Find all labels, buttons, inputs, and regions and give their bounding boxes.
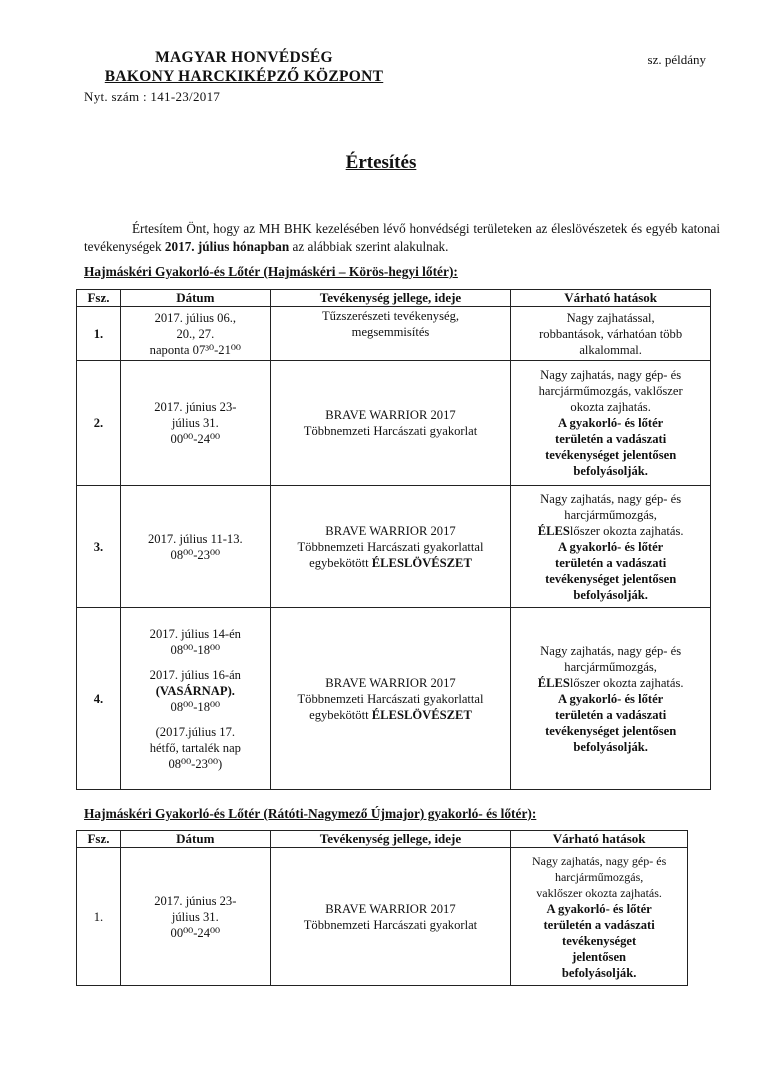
effect-line: Nagy zajhatással, bbox=[566, 310, 655, 325]
activity-line: BRAVE WARRIOR 2017 bbox=[325, 523, 456, 538]
col-header: Várható hatások bbox=[511, 290, 711, 307]
section2-table bbox=[76, 830, 688, 986]
date-line: hétfő, tartalék nap bbox=[149, 740, 241, 755]
effect-line-bold: befolyásolják. bbox=[561, 965, 637, 980]
date-line: (2017.július 17. bbox=[155, 724, 236, 739]
date-line: 2017. július 14-én bbox=[149, 626, 241, 641]
row-number: 1. bbox=[77, 848, 121, 986]
effect-line-bold: területén a vadászati bbox=[543, 917, 655, 932]
date-line: naponta 07³⁰-21⁰⁰ bbox=[149, 342, 241, 357]
effect-line-bold: területén a vadászati bbox=[555, 707, 667, 722]
col-header: Tevékenység jellege, ideje bbox=[270, 290, 511, 307]
copy-label: sz. példány bbox=[647, 52, 706, 67]
effect-line-bold: tevékenységet jelentősen bbox=[545, 448, 677, 462]
row-date bbox=[120, 307, 270, 361]
intro-paragraph bbox=[84, 220, 720, 256]
row-date bbox=[120, 848, 270, 986]
date-line: július 31. bbox=[171, 909, 219, 924]
activity-line: Többnemzeti Harcászati gyakorlattal bbox=[297, 691, 484, 706]
effect-line-bold: jelentősen bbox=[572, 949, 627, 964]
effect-line: Nagy zajhatás, nagy gép- és bbox=[540, 491, 682, 506]
row-effects bbox=[511, 361, 711, 486]
date-line: 08⁰⁰-18⁰⁰ bbox=[170, 699, 221, 714]
effect-line: harcjárműmozgás, bbox=[564, 659, 657, 674]
effect-line-bold: területén a vadászati bbox=[555, 432, 667, 446]
date-line-bold: (VASÁRNAP). bbox=[155, 683, 235, 698]
date-line: 00⁰⁰-24⁰⁰ bbox=[170, 432, 221, 446]
table-row bbox=[77, 361, 711, 486]
intro-text-a: Értesítem Önt, hogy az MH BHK kezelésében lévő honvédségi területeken az éleslövészetek és egyéb katonai tevékenységek bbox=[84, 221, 720, 254]
table-header-row bbox=[77, 290, 711, 307]
effect-line: vaklőszer okozta zajhatás. bbox=[536, 885, 662, 900]
effect-line: harcjárműmozgás, vaklőszer bbox=[538, 384, 683, 398]
row-activity bbox=[270, 361, 511, 486]
org-name: MAGYAR HONVÉDSÉG bbox=[155, 49, 333, 66]
effect-line-bold: A gyakorló- és lőtér bbox=[558, 416, 664, 430]
effect-line-bold: A gyakorló- és lőtér bbox=[558, 691, 664, 706]
activity-line: Többnemzeti Harcászati gyakorlat bbox=[303, 917, 478, 932]
activity-line: Többnemzeti Harcászati gyakorlattal bbox=[297, 539, 484, 554]
effect-line-bold: területén a vadászati bbox=[555, 555, 667, 570]
section2-title: Hajmáskéri Gyakorló-és Lőtér (Rátóti-Nagymező Újmajor) gyakorló- és lőtér): bbox=[84, 806, 537, 821]
activity-pre: egybekötött bbox=[309, 707, 369, 722]
date-line: 08⁰⁰-23⁰⁰) bbox=[168, 756, 223, 771]
table-row bbox=[77, 608, 711, 790]
effect-line-bold: tevékenységet bbox=[562, 933, 637, 948]
activity-line: BRAVE WARRIOR 2017 bbox=[325, 901, 456, 916]
col-header: Dátum bbox=[120, 290, 270, 307]
intro-text-b: az alábbiak szerint alakulnak. bbox=[292, 239, 449, 254]
date-line: 2017. június 23- bbox=[154, 400, 237, 414]
effect-line-bold: befolyásolják. bbox=[573, 464, 648, 478]
col-header: Tevékenység jellege, ideje bbox=[270, 831, 511, 848]
date-line: július 31. bbox=[171, 416, 219, 430]
effect-line-bold: tevékenységet jelentősen bbox=[545, 571, 677, 586]
activity-line: megsemmisítés bbox=[351, 325, 430, 339]
effect-line: harcjárműmozgás, bbox=[564, 507, 657, 522]
col-header: Várható hatások bbox=[511, 831, 688, 848]
activity-bold: ÉLESLÖVÉSZET bbox=[371, 555, 472, 570]
activity-line bbox=[274, 555, 508, 571]
intro-text-bold: 2017. július hónapban bbox=[164, 239, 290, 254]
date-line: 20., 27. bbox=[176, 326, 215, 341]
row-effects bbox=[511, 608, 711, 790]
date-line: 2017. június 23- bbox=[154, 893, 237, 908]
activity-line: BRAVE WARRIOR 2017 bbox=[325, 675, 456, 690]
effect-line: Nagy zajhatás, nagy gép- és bbox=[540, 368, 682, 382]
date-line: 2017. július 16-án bbox=[149, 667, 241, 682]
organization-header bbox=[84, 48, 404, 86]
row-date bbox=[120, 486, 270, 608]
effect-line-bold: befolyásolják. bbox=[573, 739, 648, 754]
effect-line: harcjárműmozgás, bbox=[554, 869, 644, 884]
row-activity bbox=[270, 486, 511, 608]
activity-pre: egybekötött bbox=[309, 555, 369, 570]
effect-mixed-bold: ÉLES bbox=[537, 675, 570, 690]
row-date bbox=[120, 361, 270, 486]
row-date bbox=[120, 608, 270, 790]
effect-line-bold: tevékenységet jelentősen bbox=[545, 723, 677, 738]
activity-line: Többnemzeti Harcászati gyakorlat bbox=[303, 424, 478, 438]
effect-line: Nagy zajhatás, nagy gép- és bbox=[531, 853, 667, 868]
effect-mixed-rest: lőszer okozta zajhatás. bbox=[569, 675, 684, 690]
table-row bbox=[77, 848, 688, 986]
effect-mixed-bold: ÉLES bbox=[537, 523, 570, 538]
effect-line-bold: A gyakorló- és lőtér bbox=[558, 539, 664, 554]
effect-line bbox=[514, 523, 707, 539]
section1-table bbox=[76, 289, 711, 790]
document-title: Értesítés bbox=[345, 152, 417, 173]
activity-line: BRAVE WARRIOR 2017 bbox=[325, 408, 456, 422]
date-line: 08⁰⁰-18⁰⁰ bbox=[170, 642, 221, 657]
org-unit: BAKONY HARCKIKÉPZŐ KÖZPONT bbox=[104, 68, 384, 85]
col-header: Dátum bbox=[120, 831, 270, 848]
effect-line: robbantások, várhatóan több bbox=[539, 326, 683, 341]
table-row bbox=[77, 486, 711, 608]
col-header: Fsz. bbox=[77, 831, 121, 848]
row-number: 2. bbox=[77, 361, 121, 486]
row-activity bbox=[270, 848, 511, 986]
row-effects bbox=[511, 486, 711, 608]
effect-line: alkalommal. bbox=[579, 342, 642, 357]
date-line: 00⁰⁰-24⁰⁰ bbox=[170, 925, 221, 940]
activity-line bbox=[274, 707, 508, 723]
effect-line bbox=[514, 675, 707, 691]
section1-title: Hajmáskéri Gyakorló-és Lőtér (Hajmáskéri – Körös-hegyi lőtér): bbox=[84, 264, 458, 279]
date-line: 2017. július 11-13. bbox=[147, 531, 243, 546]
activity-line: Tűzszerészeti tevékenység, bbox=[321, 309, 460, 323]
row-effects bbox=[511, 307, 711, 361]
row-activity bbox=[270, 608, 511, 790]
effect-line-bold: befolyásolják. bbox=[573, 587, 648, 602]
effect-line: Nagy zajhatás, nagy gép- és bbox=[540, 643, 682, 658]
row-effects bbox=[511, 848, 688, 986]
row-activity bbox=[270, 307, 511, 361]
col-header: Fsz. bbox=[77, 290, 121, 307]
table-row bbox=[77, 307, 711, 361]
row-number: 1. bbox=[77, 307, 121, 361]
row-number: 3. bbox=[77, 486, 121, 608]
registration-number: Nyt. szám : 141-23/2017 bbox=[84, 89, 221, 104]
effect-line: okozta zajhatás. bbox=[570, 400, 651, 414]
activity-bold: ÉLESLÖVÉSZET bbox=[371, 707, 472, 722]
table-header-row bbox=[77, 831, 688, 848]
effect-mixed-rest: lőszer okozta zajhatás. bbox=[569, 523, 684, 538]
date-line: 08⁰⁰-23⁰⁰ bbox=[170, 547, 221, 562]
date-line: 2017. július 06., bbox=[154, 310, 237, 325]
effect-line-bold: A gyakorló- és lőtér bbox=[546, 901, 652, 916]
row-number: 4. bbox=[77, 608, 121, 790]
